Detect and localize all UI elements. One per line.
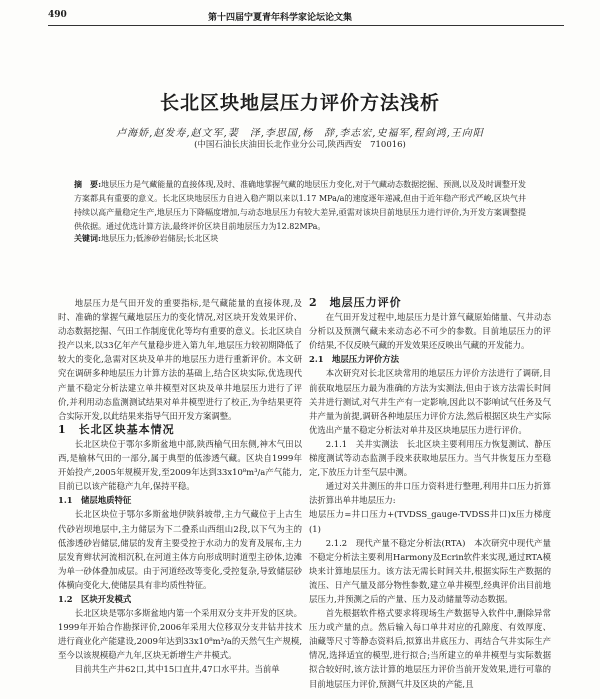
keywords-text: 地层压力;低渗砂岩储层;长北区块 [100,234,219,243]
abstract-label: 摘 要: [74,179,102,189]
section1-2-paragraph: 长北区块是鄂尔多斯盆地内第一个采用双分支井开发的区块。1999年开始合作勘探评价,2006年采用大位移双分支井钻井技术进行商业化产能建设,2009年达到33x10⁸m³/a的天然气生产规模,至今以该规模稳产九年,区块无新增生产井模式。 [58,608,302,661]
section2-paragraph: 在气田开发过程中,地层压力是计算气藏原始储量、气井动态分析以及预测气藏未来动态必不可少的参数。目前地层压力的评价结果,不仅反映气藏的开发效果还反映出气藏的开发能力。 [309,312,551,351]
abstract [74,177,526,234]
paper-title: 长北区块地层压力评价方法浅析 [159,92,440,114]
section1-paragraph: 长北区块位于鄂尔多斯盆地中部,陕西榆气田东侧,神木气田以西,是榆林气田的一部分,属于典型的低渗透气藏。区块自1999年开始投产,2005年规模开发,至2009年达到33x10⁸m³/a产气能力,目前已以该产能稳产九年,保持平稳。 [58,438,302,492]
affiliation: (中国石油长庆油田长北作业分公司,陕西西安 710016) [194,140,406,150]
keywords [74,233,526,244]
subsection-heading-1-1: 1.1 储层地质特征 [58,495,132,506]
author-list: 卢海娇,赵发寿,赵文军,裴 泽,李思国,杨 辞,李志宏,史福军,程剑鸿,王向阳 [116,128,484,139]
section1-1-paragraph: 长北区块位于鄂尔多斯盆地伊陕斜坡带,主力气藏位于上古生代砂岩坝地层中,主力储层为下二叠系山西组山2段,以下气为主的低渗透砂岩储层,储层的发育主要受控于水动力的发育及展布,主力层发育辫状河流相沉积,在河道主体方向形成明时道型主砂体,边滩为单一砂体叠加成层。由于河道经改等变化,受控复杂,导致储层砂体横向变化大,使储层具有非均质性特征。 [58,509,302,590]
section1-2-tail: 目前共生产井62口,其中15口直井,47口水平井。当前单 [74,664,280,675]
intro-paragraph: 地层压力是气田开发的重要指标,是气藏能量的直接体现,及时、准确的掌握气藏地层压力的变化情况,对区块开发效果评价、动态数据挖掘、气田工作制度优化等均有重要的意义。长北区块自投产以来,以33亿年产气量稳步进入第九年,地层压力较初期降低了较大的变化,急需对区块及单井的地层压力进行重新评价。本文研究在调研多种地层压力计算方法的基础上,结合区块实际,优选现代产量不稳定分析法建立单井模型对区块及单井地层压力进行了评价,并利用动态监测测试结果对单井模型进行了校正,为争结果更符合实际开发,以此结果来指导气田开发方案调整。 [58,298,302,421]
section-heading-1: 1 长北区块基本情况 [58,422,175,436]
left-column [58,296,302,677]
running-header [48,7,564,26]
abstract-text: 地层压力是气藏能量的直接体现,及时、准确地掌握气藏的地层压力变化,对于气藏动态数据挖掘、预测,以及及时调整开发方案都具有重要的意义。长北区块地层压力自进入稳产期以来以1.17 MPa/a的速度逐年递减,但由于近年稳产形式严峻,区块气井持续以高产量稳定生产,地层压力下降幅度增加,与动态地层压力有较大差异,亟需对该块目前地层压力进行评价,为开发方案调整提供依据。通过优选计算方法,最终评价区块目前地层压力为12.82MPa。 [74,180,527,231]
subsection-heading-1-2: 1.2 区块开发模式 [58,593,132,604]
keywords-label: 关键词: [74,233,101,243]
section-heading-2: 2 地层压力评价 [309,296,402,309]
section2-1-2-paragraph: 2.1.2 现代产量不稳定分析法(RTA) 本次研究中现代产量不稳定分析法主要利用Harmony及Ecrin软件来实现,通过RTA模块来计算地层压力。该方法无需长时间关井,根据实际生产数据的流压、日产气量及部分物性参数,建立单井模型,经典评价出目前地层压力,并预测之后的产量、压力及动储量等动态数据。 [309,537,551,604]
section2-1-1-paragraph: 2.1.1 关井实测法 长北区块主要利用压力恢复测试、静压梯度测试等动态监测手段来获取地层压力。当气井恢复压力至稳定,下放压力计至气层中测。 [309,438,551,478]
section2-1-1b-paragraph: 通过对关井测压的井口压力资料进行整理,利用井口压力折算法折算出单井地层压力: [309,481,551,506]
journal-name: 第十四届宁夏青年科学家论坛论文集 [208,13,353,23]
section2-1-2b-paragraph: 首先根据软件格式要求将现场生产数据导入软件中,删除异常压力或产量的点。然后输入每口单井对应的孔隙度、有效厚度、油藏等尺寸等静态资料后,拟算出井底压力、再结合气井实际生产情况,选择适宜的模型,进行拟合;当所建立的单井模型与实际数据拟合较好时,该方法计算的地层压力评价当前开发效果,进行可靠的目前地层压力评价,预测气井及区块的产能,且 [309,608,551,689]
page-number: 490 [48,10,67,20]
right-column [309,296,551,691]
section2-1-paragraph: 本次研究对长北区块常用的地层压力评价方法进行了调研,目前获取地层压力最为准确的方法为实测法,但由于该方法需长时间关井进行测试,对气井生产有一定影响,因此以不影响试气任务及气井产量为前提,调研各种地层压力评价方法,然后根据区块生产实际优选出产量不稳定分析法对单井及区块地层压力进行评价。 [309,368,551,435]
formula-line: 地层压力=井口压力+(TVDSS_gauge-TVDSS井口)x压力梯度(1) [309,509,551,534]
subsection-heading-2-1: 2.1 地层压力评价方法 [309,354,399,365]
